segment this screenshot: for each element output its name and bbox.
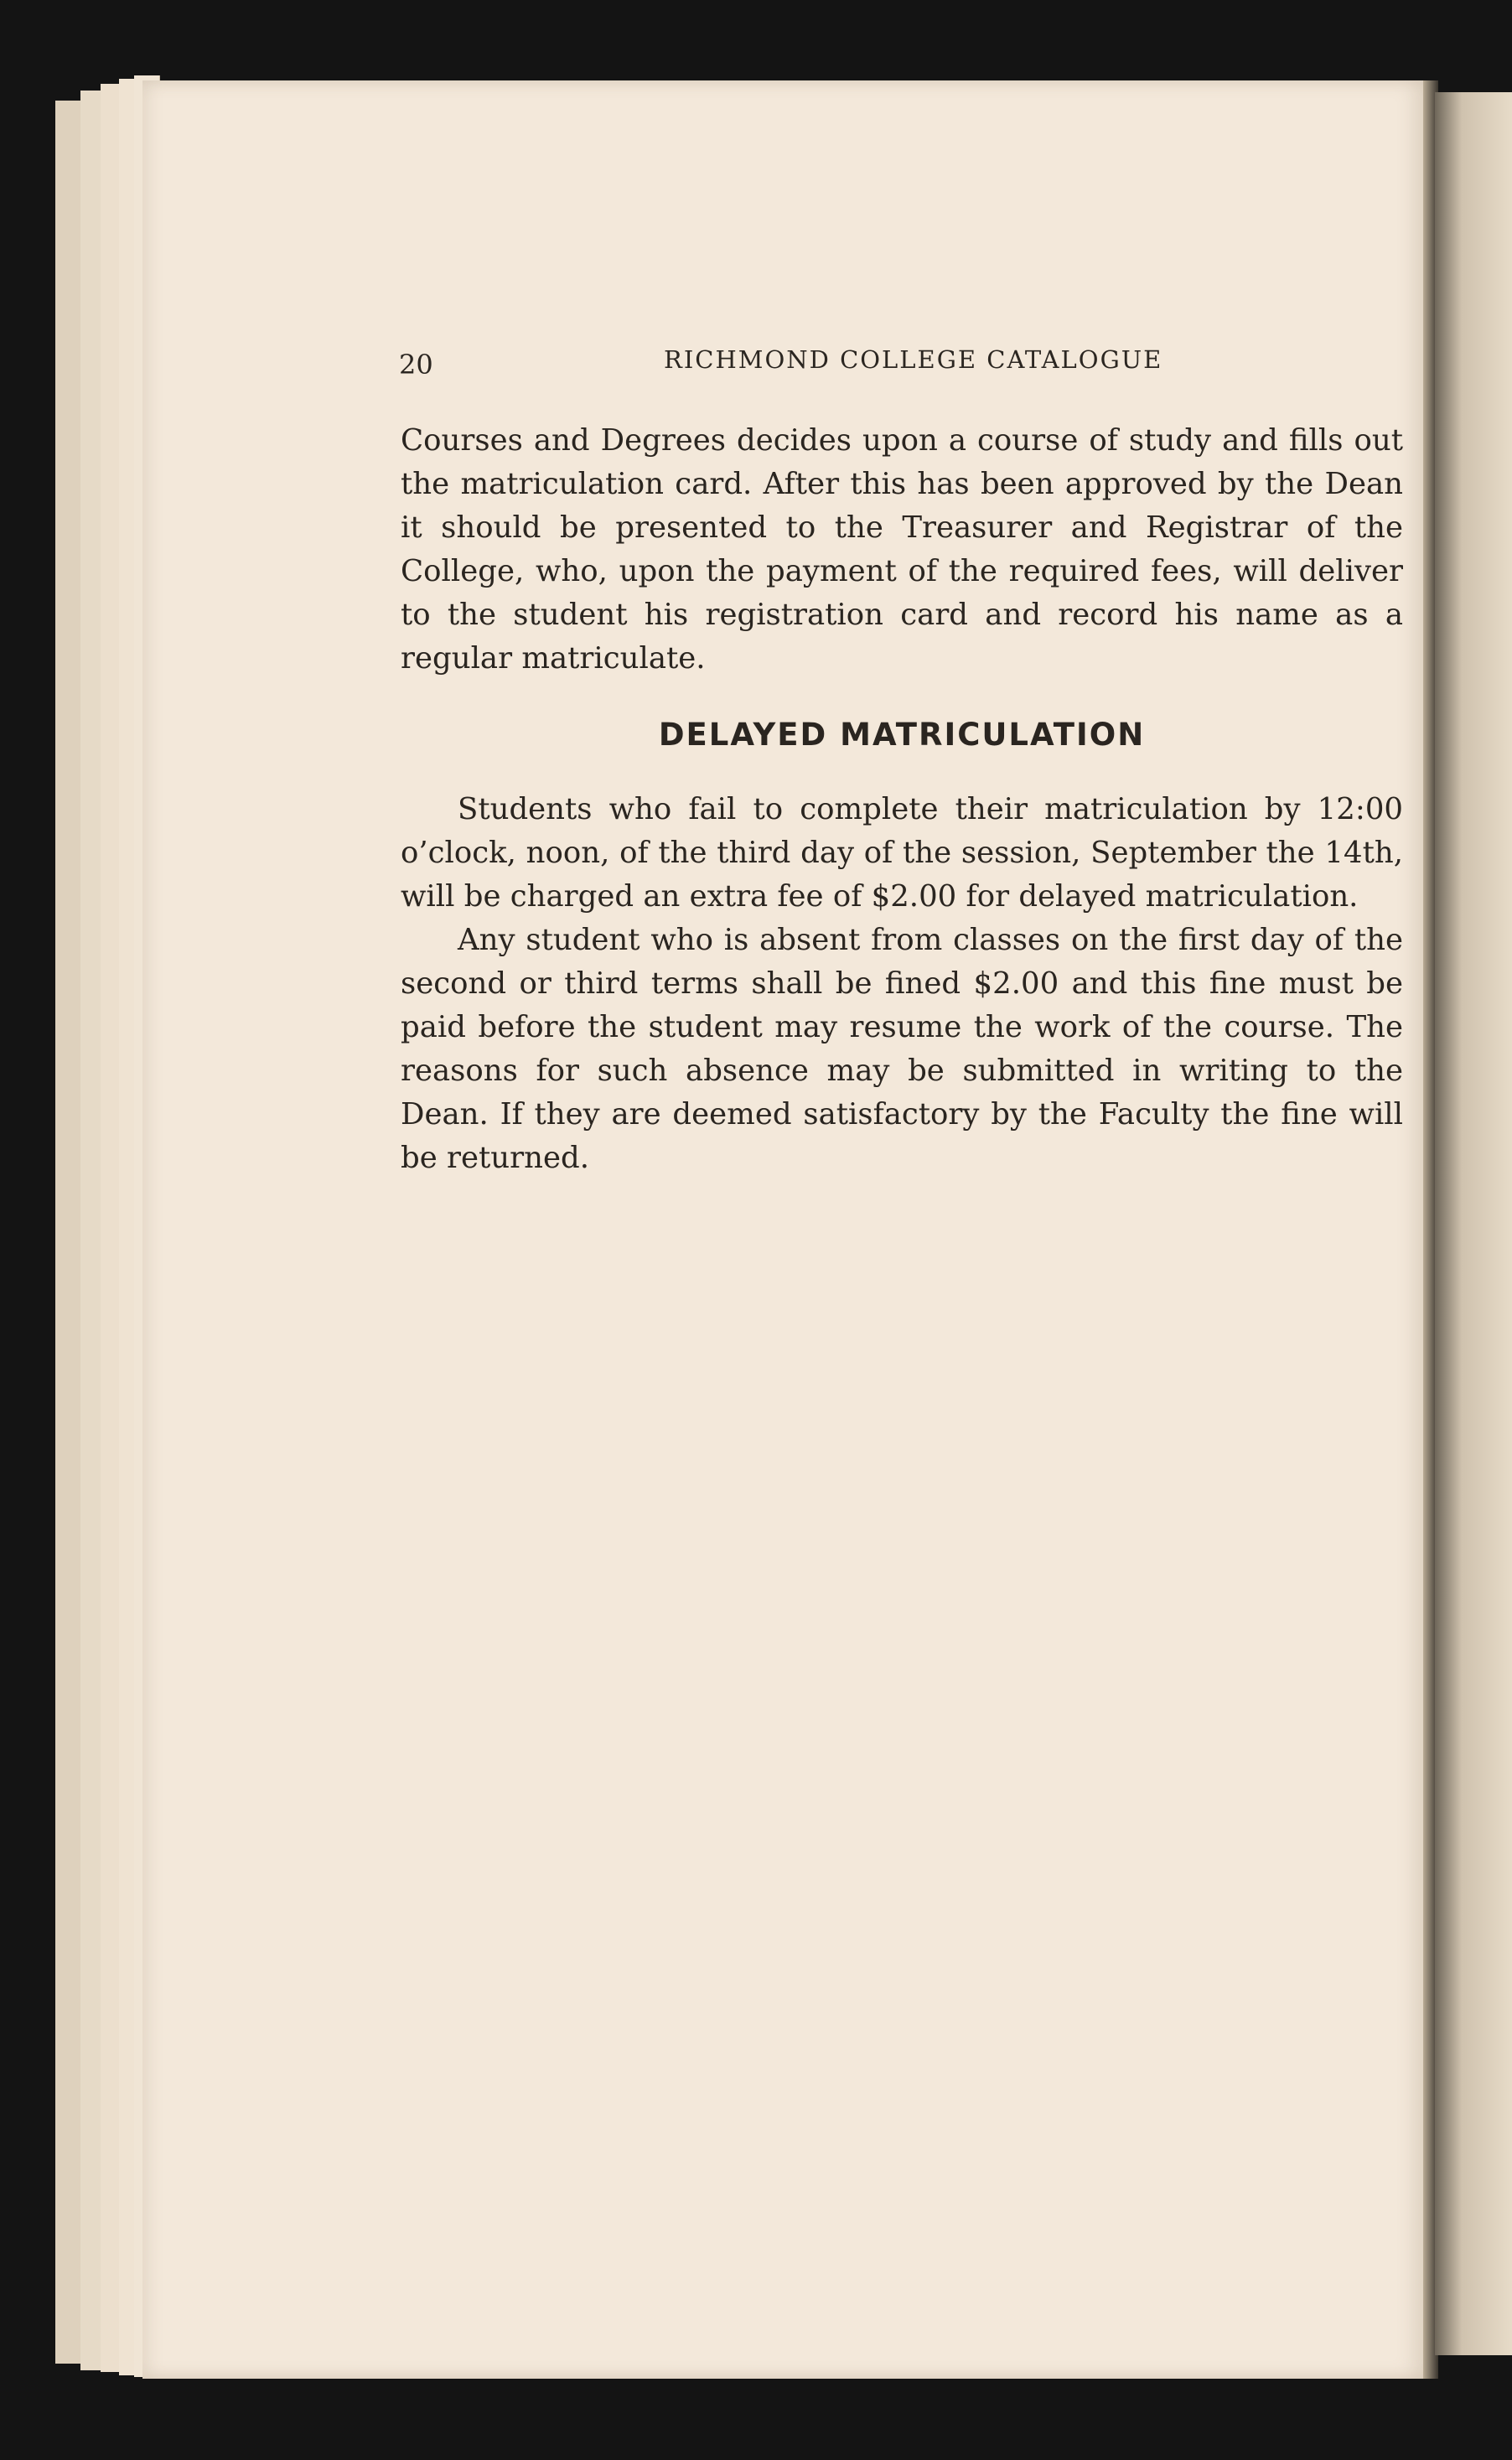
running-title: RICHMOND COLLEGE CATALOGUE xyxy=(664,345,1163,374)
matriculation-paragraph: Courses and Degrees decides upon a course of study and fills out the matriculation card. After this has been approved by the Dean it should be presented to the Treasurer and Registrar of the College, who, upon the payment of the required fees, will deliver to the student his registration card and record his name as a regular matriculate. xyxy=(401,423,1403,676)
facing-page-edge xyxy=(1435,92,1512,2355)
absence-fine-paragraph: Any student who is absent from classes on the first day of the second or third terms shall be fined $2.00 and this fine must be paid before the student may resume the work of the course. The reasons for such absence may be submitted in writing to the Dean. If they are deemed satisfactory by the Faculty the fine will be returned. xyxy=(401,923,1403,1175)
page-number: 20 xyxy=(399,349,433,381)
page-header xyxy=(399,344,1430,394)
section-heading: DELAYED MATRICULATION xyxy=(658,717,1146,753)
delayed-fee-paragraph: Students who fail to complete their matriculation by 12:00 o’clock, noon, of the third day of the session, September the 14th, will be charged an extra fee of $2.00 for delayed matriculation. xyxy=(401,792,1403,914)
